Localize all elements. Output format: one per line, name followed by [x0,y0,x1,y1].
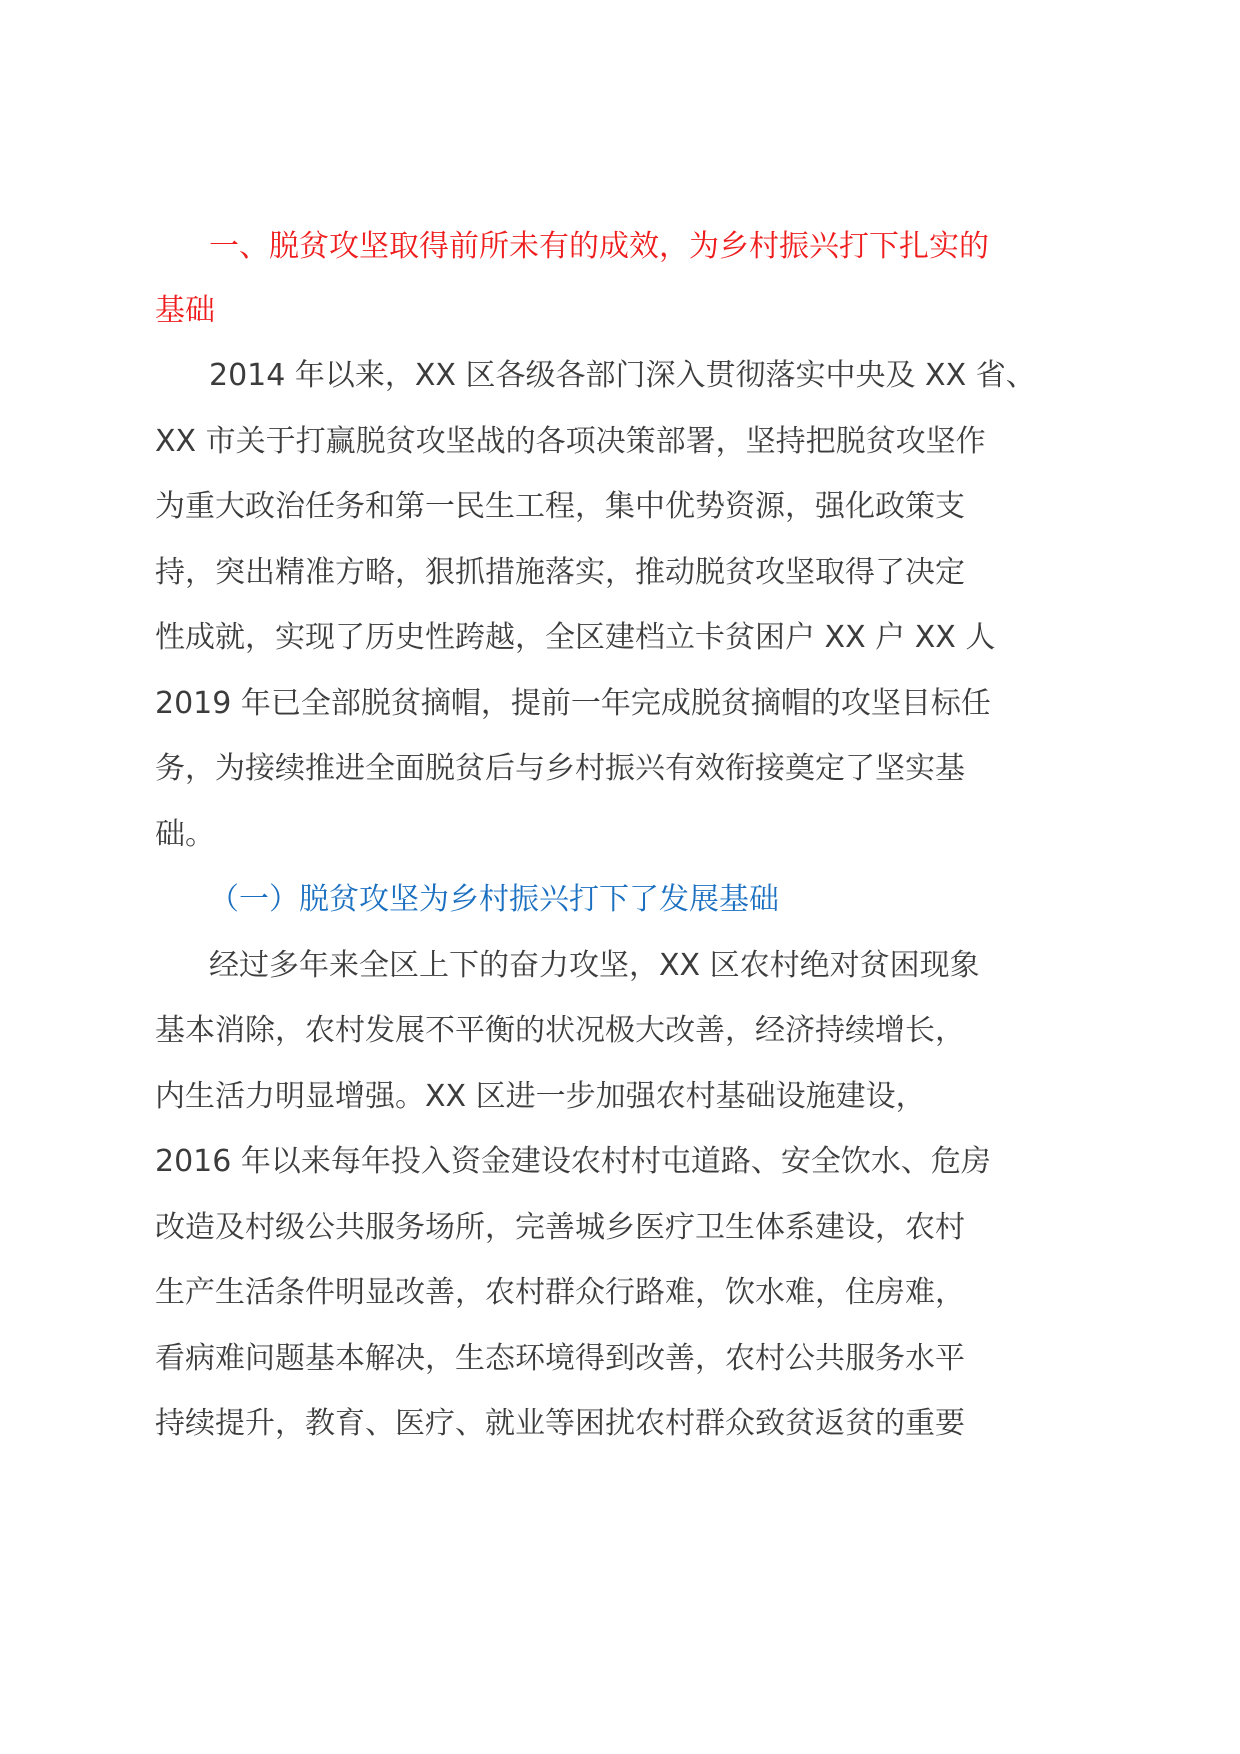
paragraph-1 [155,343,1095,867]
paragraph-1-line: 础。 [155,816,215,852]
section-heading-line-2: 基础 [155,293,215,328]
paragraph-2-line: 基本消除，农村发展不平衡的状况极大改善，经济持续增长， [155,1013,965,1048]
paragraph-1-line: 为重大政治任务和第一民生工程，集中优势资源，强化政策支 [155,489,965,524]
section-heading-line-1: 一、脱贫攻坚取得前所未有的成效，为乡村振兴打下扎实的 [209,229,989,264]
paragraph-2 [155,933,1095,1457]
paragraph-2-line: 经过多年来全区上下的奋力攻坚，XX 区农村绝对贫困现象 [209,947,980,983]
paragraph-1-line: 持，突出精准方略，狠抓措施落实，推动脱贫攻坚取得了决定 [155,554,965,590]
paragraph-2-line: 生产生活条件明显改善，农村群众行路难，饮水难，住房难， [155,1275,965,1310]
paragraph-1-line: 性成就，实现了历史性跨越，全区建档立卡贫困户 XX 户 XX 人 [155,620,996,655]
paragraph-2-line: 持续提升，教育、医疗、就业等困扰农村群众致贫返贫的重要 [155,1406,965,1441]
paragraph-2-line: 看病难问题基本解决，生态环境得到改善，农村公共服务水平 [155,1340,965,1376]
paragraph-1-line: 务，为接续推进全面脱贫后与乡村振兴有效衔接奠定了坚实基 [155,751,965,786]
paragraph-1-line: XX 市关于打赢脱贫攻坚战的各项决策部署，坚持把脱贫攻坚作 [155,423,986,459]
section-heading [155,215,1095,343]
paragraph-2-line: 改造及村级公共服务场所，完善城乡医疗卫生体系建设，农村 [155,1209,965,1245]
paragraph-2-line: 2016 年以来每年投入资金建设农村村屯道路、安全饮水、危房 [155,1144,991,1179]
paragraph-1-line: 2014 年以来，XX 区各级各部门深入贯彻落实中央及 XX 省、 [209,358,1036,393]
document-body [155,215,1095,1457]
subsection-heading: （一）脱贫攻坚为乡村振兴打下了发展基础 [209,882,779,917]
paragraph-1-line: 2019 年已全部脱贫摘帽，提前一年完成脱贫摘帽的攻坚目标任 [155,685,991,721]
paragraph-2-line: 内生活力明显增强。XX 区进一步加强农村基础设施建设， [155,1078,926,1114]
